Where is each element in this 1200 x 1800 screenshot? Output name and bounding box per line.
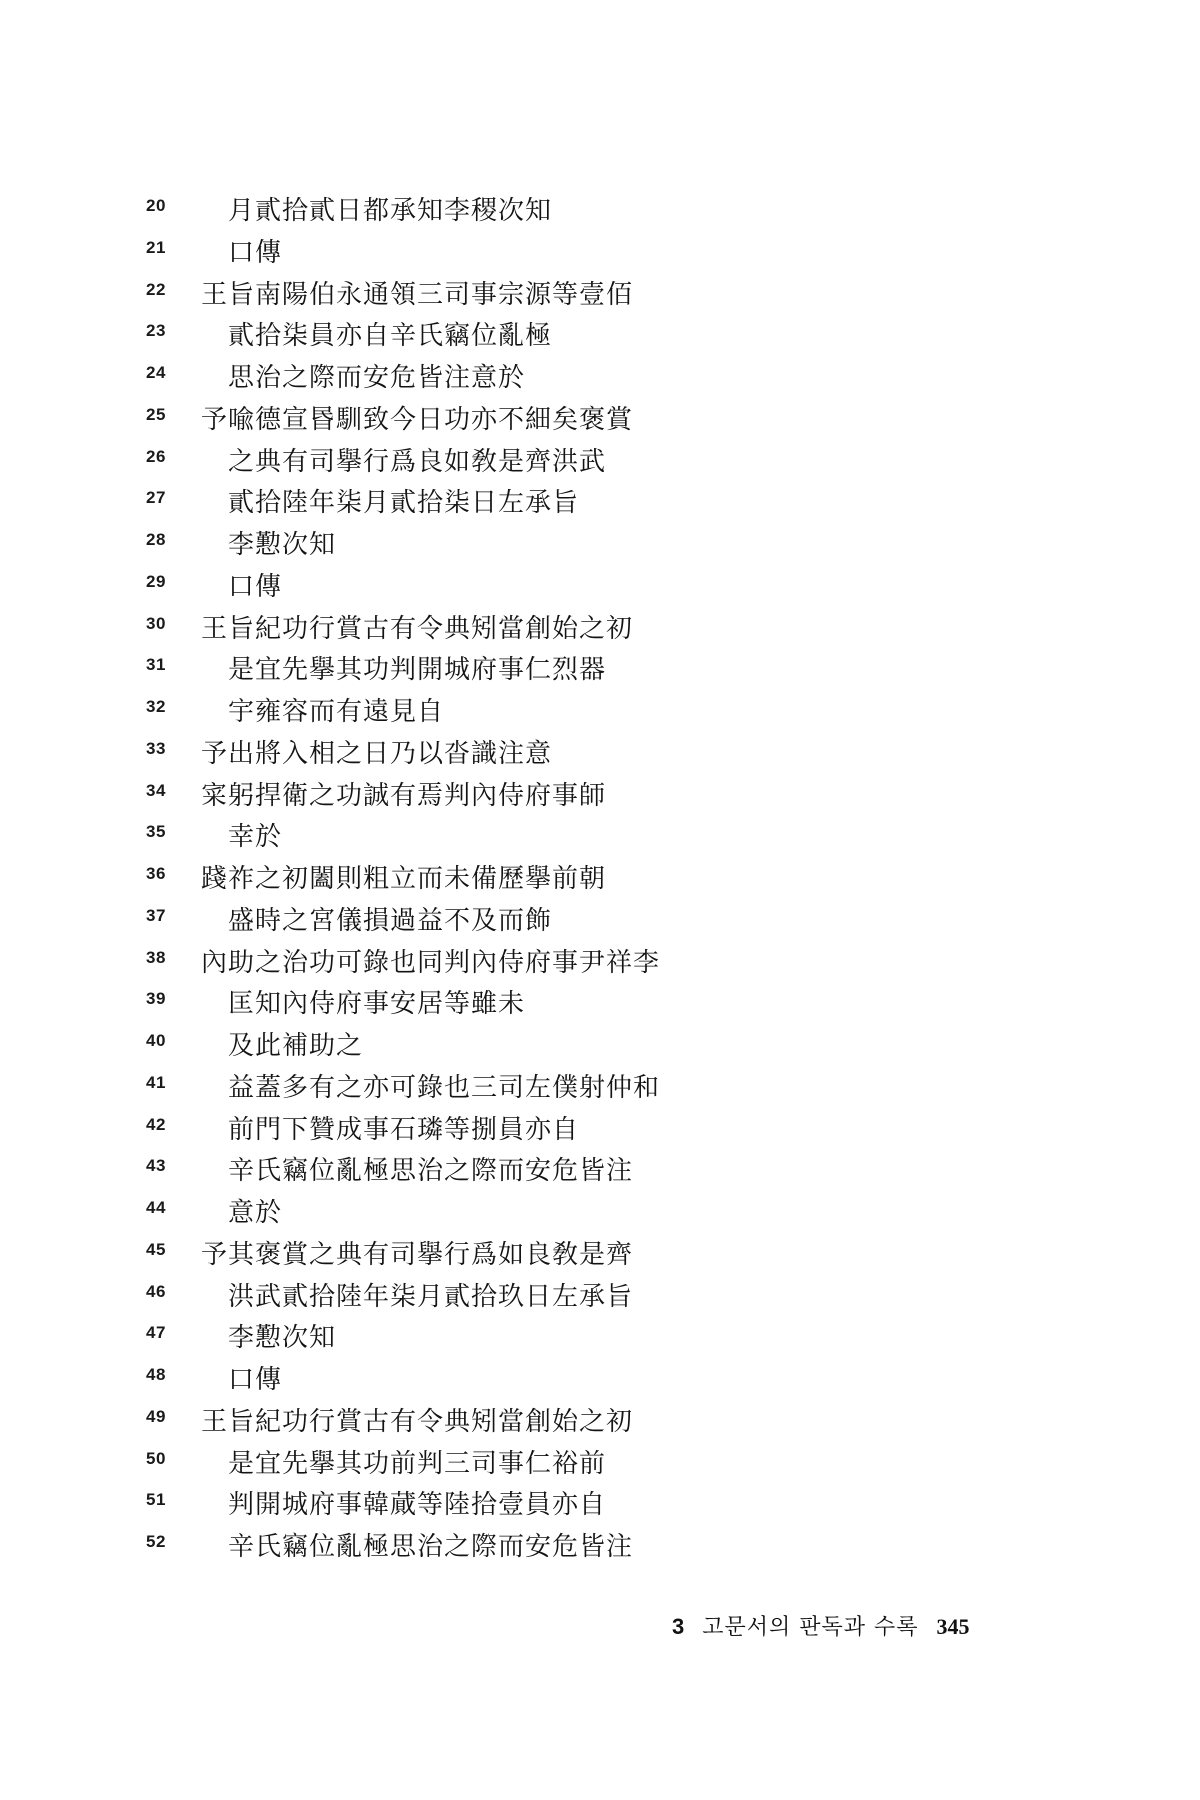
footer-page-number: 345 bbox=[936, 1614, 970, 1639]
transcription-line bbox=[0, 1146, 1200, 1188]
line-number: 25 bbox=[146, 404, 166, 424]
line-number: 34 bbox=[146, 780, 166, 800]
transcription-line bbox=[0, 520, 1200, 562]
transcription-line bbox=[0, 687, 1200, 729]
transcription-line bbox=[0, 311, 1200, 353]
transcription-line bbox=[0, 1230, 1200, 1272]
line-text: 辛氏竊位亂極思治之際而安危皆注 bbox=[228, 1156, 634, 1187]
line-number: 26 bbox=[146, 446, 166, 466]
line-text: 貳拾陸年柒月貳拾柒日左承旨 bbox=[228, 488, 580, 519]
transcription-line bbox=[0, 228, 1200, 270]
line-number: 47 bbox=[146, 1323, 166, 1343]
line-text: 是宜先擧其功前判三司事仁裕前 bbox=[228, 1448, 607, 1479]
transcription-line bbox=[0, 979, 1200, 1021]
line-number: 41 bbox=[146, 1072, 166, 1092]
line-number: 52 bbox=[146, 1532, 166, 1551]
transcription-line bbox=[0, 270, 1200, 312]
line-number: 32 bbox=[146, 697, 166, 716]
line-number: 20 bbox=[146, 196, 166, 215]
line-text: 辛氏竊位亂極思治之際而安危皆注 bbox=[228, 1532, 634, 1562]
line-number: 49 bbox=[146, 1406, 166, 1426]
line-text: 予其褒賞之典有司擧行爲如良敎是齊 bbox=[201, 1239, 634, 1270]
line-text: 幸於 bbox=[228, 822, 283, 853]
line-text: 月貳拾貳日都承知李稷次知 bbox=[228, 196, 553, 226]
line-text: 踐祚之初闔則粗立而未備歷擧前朝 bbox=[201, 864, 607, 894]
line-text: 王旨紀功行賞古有令典矧當創始之初 bbox=[201, 613, 634, 644]
line-text: 李懃次知 bbox=[228, 530, 337, 560]
line-number: 51 bbox=[146, 1490, 166, 1510]
transcription-line bbox=[0, 1188, 1200, 1230]
line-text: 口傳 bbox=[228, 571, 283, 602]
transcription-line bbox=[0, 1063, 1200, 1105]
transcription-line bbox=[0, 562, 1200, 604]
line-number: 23 bbox=[146, 321, 166, 341]
line-number: 37 bbox=[146, 905, 166, 925]
line-text: 是宜先擧其功判開城府事仁烈器 bbox=[228, 655, 607, 686]
page-footer bbox=[672, 1610, 970, 1641]
line-text: 盛時之宮儀損過益不及而飾 bbox=[228, 905, 553, 936]
transcription-line bbox=[0, 896, 1200, 938]
line-text: 判開城府事韓蕆等陸拾壹員亦自 bbox=[228, 1490, 607, 1521]
line-text: 寀躬捍衛之功誠有焉判內侍府事師 bbox=[201, 780, 607, 811]
line-number: 50 bbox=[146, 1448, 166, 1468]
line-number: 22 bbox=[146, 279, 166, 299]
line-text: 意於 bbox=[228, 1198, 283, 1228]
transcription-line bbox=[0, 645, 1200, 687]
line-text: 予喩德宣昬馴致今日功亦不細矣褒賞 bbox=[201, 404, 634, 435]
line-text: 口傳 bbox=[228, 1365, 283, 1395]
line-number: 33 bbox=[146, 738, 166, 758]
line-text: 貳拾柒員亦自辛氏竊位亂極 bbox=[228, 321, 553, 352]
transcription-line bbox=[0, 437, 1200, 479]
transcription-line bbox=[0, 1313, 1200, 1355]
transcription-line bbox=[0, 854, 1200, 896]
line-number: 43 bbox=[146, 1156, 166, 1176]
transcription-line bbox=[0, 1021, 1200, 1063]
transcription-line bbox=[0, 478, 1200, 520]
line-number: 35 bbox=[146, 822, 166, 842]
transcription-line bbox=[0, 1105, 1200, 1147]
line-number: 31 bbox=[146, 655, 166, 675]
transcription-line bbox=[0, 771, 1200, 813]
transcription-line bbox=[0, 353, 1200, 395]
line-number: 30 bbox=[146, 613, 166, 633]
transcription-line bbox=[0, 729, 1200, 771]
line-text: 王旨南陽伯永通領三司事宗源等壹佰 bbox=[201, 279, 634, 310]
line-text: 予出將入相之日乃以沓識注意 bbox=[201, 738, 553, 769]
line-number: 39 bbox=[146, 989, 166, 1009]
line-number: 29 bbox=[146, 571, 166, 591]
transcription-text-block bbox=[0, 186, 1200, 1564]
line-text: 內助之治功可錄也同判內侍府事尹祥李 bbox=[201, 947, 661, 978]
transcription-line bbox=[0, 186, 1200, 228]
line-number: 24 bbox=[146, 363, 166, 382]
line-number: 45 bbox=[146, 1239, 166, 1259]
transcription-line bbox=[0, 1522, 1200, 1564]
footer-chapter-title: 고문서의 판독과 수록 bbox=[702, 1615, 919, 1640]
transcription-line bbox=[0, 395, 1200, 437]
line-number: 48 bbox=[146, 1365, 166, 1384]
line-text: 益蓋多有之亦可錄也三司左僕射仲和 bbox=[228, 1072, 661, 1103]
line-number: 38 bbox=[146, 947, 166, 967]
line-text: 及此補助之 bbox=[228, 1031, 364, 1061]
line-text: 口傳 bbox=[228, 237, 283, 268]
line-number: 44 bbox=[146, 1198, 166, 1217]
line-number: 46 bbox=[146, 1281, 166, 1301]
footer-chapter-number: 3 bbox=[672, 1614, 685, 1639]
transcription-line bbox=[0, 1480, 1200, 1522]
transcription-line bbox=[0, 1272, 1200, 1314]
line-text: 洪武貳拾陸年柒月貳拾玖日左承旨 bbox=[228, 1281, 634, 1312]
line-text: 宇雍容而有遠見自 bbox=[228, 697, 445, 727]
transcription-line bbox=[0, 1397, 1200, 1439]
transcription-line bbox=[0, 1439, 1200, 1481]
line-number: 36 bbox=[146, 864, 166, 883]
line-text: 王旨紀功行賞古有令典矧當創始之初 bbox=[201, 1406, 634, 1437]
line-text: 李懃次知 bbox=[228, 1323, 337, 1354]
line-text: 匡知內侍府事安居等雖未 bbox=[228, 989, 526, 1020]
line-number: 42 bbox=[146, 1114, 166, 1134]
line-text: 思治之際而安危皆注意於 bbox=[228, 363, 526, 393]
transcription-line bbox=[0, 604, 1200, 646]
transcription-line bbox=[0, 938, 1200, 980]
line-number: 21 bbox=[146, 237, 166, 257]
line-text: 之典有司擧行爲良如敎是齊洪武 bbox=[228, 446, 607, 477]
line-text: 前門下贊成事石璘等捌員亦自 bbox=[228, 1114, 580, 1145]
transcription-line bbox=[0, 1355, 1200, 1397]
line-number: 27 bbox=[146, 488, 166, 508]
line-number: 28 bbox=[146, 530, 166, 549]
transcription-line bbox=[0, 812, 1200, 854]
line-number: 40 bbox=[146, 1031, 166, 1050]
